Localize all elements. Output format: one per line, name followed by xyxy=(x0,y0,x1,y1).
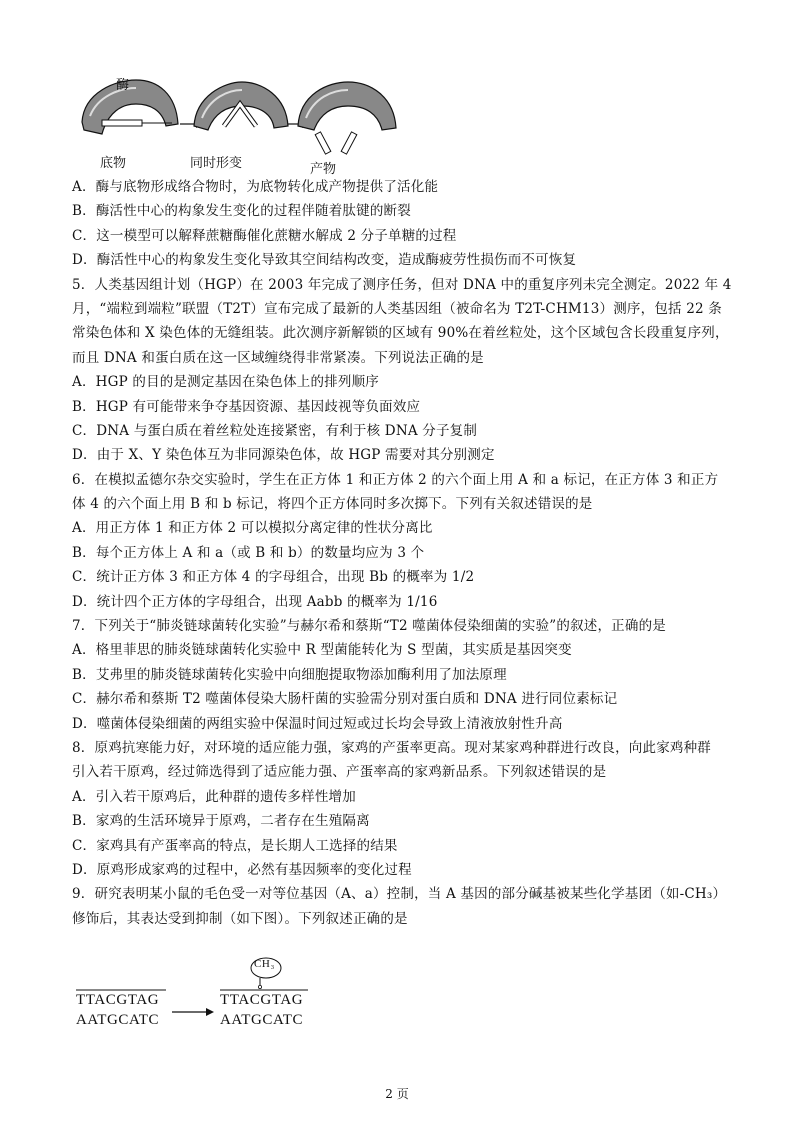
q5-stem-line: 常染色体和 X 染色体的无缝组装。此次测序新解锁的区域有 90%在着丝粒处，这个区域包含长段重复序列， xyxy=(72,325,729,342)
q7-option-d: D．噬菌体侵染细菌的两组实验中保温时间过短或过长均会导致上清液放射性升高 xyxy=(72,715,563,732)
q5-option-d: D．由于 X、Y 染色体互为非同源染色体，故 HGP 需要对其分别测定 xyxy=(72,447,495,464)
dna-bottom-strand-methylated: AATGCATC xyxy=(220,1012,304,1028)
dna-bottom-strand: AATGCATC xyxy=(76,1012,160,1028)
q9-stem-line: 9．研究表明某小鼠的毛色受一对等位基因（A、a）控制，当 A 基因的部分碱基被某些化学基团（如-CH₃） xyxy=(72,886,727,903)
q7-option-a: A．格里菲思的肺炎链球菌转化实验中 R 型菌能转化为 S 型菌，其实质是基因突变 xyxy=(72,642,572,659)
deform-label: 同时形变 xyxy=(190,156,243,171)
methylation-figure xyxy=(74,956,324,1034)
q5-option-b: B．HGP 有可能带来争夺基因资源、基因歧视等负面效应 xyxy=(72,398,421,415)
q8-option-a: A．引入若干原鸡后，此种群的遗传多样性增加 xyxy=(72,788,356,805)
enzyme-shape-3 xyxy=(298,82,396,130)
q8-option-d: D．原鸡形成家鸡的过程中，必然有基因频率的变化过程 xyxy=(72,861,412,878)
page-number: 2 页 xyxy=(385,1087,409,1101)
q7-option-b: B．艾弗里的肺炎链球菌转化实验中向细胞提取物添加酶利用了加法原理 xyxy=(72,666,507,683)
q6-option-d: D．统计四个正方体的字母组合，出现 Aabb 的概率为 1/16 xyxy=(72,593,438,610)
product-pieces xyxy=(315,132,357,154)
q5-option-c: C．DNA 与蛋白质在着丝粒处连接紧密，有利于核 DNA 分子复制 xyxy=(72,422,478,439)
q6-option-c: C．统计正方体 3 和正方体 4 的字母组合，出现 Bb 的概率为 1/2 xyxy=(72,569,475,586)
q7-option-c: C．赫尔希和蔡斯 T2 噬菌体侵染大肠杆菌的实验需分别对蛋白质和 DNA 进行同位素标记 xyxy=(72,691,618,708)
q5-stem-line: 而且 DNA 和蛋白质在这一区域缠绕得非常紧凑。下列说法正确的是 xyxy=(72,349,484,366)
enzyme-label: 酶 xyxy=(116,78,130,93)
q4-option-d: D．酶活性中心的构象发生变化导致其空间结构改变，造成酶疲劳性损伤而不可恢复 xyxy=(72,252,577,269)
question-body xyxy=(72,175,736,931)
q8-option-c: C．家鸡具有产蛋率高的特点，是长期人工选择的结果 xyxy=(72,837,398,854)
q9-stem-line: 修饰后，其表达受到抑制（如下图）。下列叙述正确的是 xyxy=(72,910,408,927)
q4-option-a: A．酶与底物形成络合物时，为底物转化成产物提供了活化能 xyxy=(72,179,439,195)
q8-stem-line: 引入若干原鸡，经过筛选得到了适应能力强、产蛋率高的家鸡新品系。下列叙述错误的是 xyxy=(72,764,607,781)
q5-stem-line: 5．人类基因组计划（HGP）在 2003 年完成了测序任务，但对 DNA 中的重复序列未完全测定。2022 年 4 xyxy=(72,276,732,293)
product-label: 产物 xyxy=(310,162,337,177)
dna-top-strand: TTACGTAG xyxy=(76,992,160,1008)
methyl-label: CH₃ xyxy=(254,958,275,970)
q6-stem-line: 体 4 的六个面上用 B 和 b 标记，将四个正方体同时多次掷下。下列有关叙述错误的是 xyxy=(72,496,593,513)
q4-option-c: C．这一模型可以解释蔗糖酶催化蔗糖水解成 2 分子单糖的过程 xyxy=(72,227,457,244)
enzyme-model-figure xyxy=(76,74,406,177)
q5-option-a: A．HGP 的目的是测定基因在染色体上的排列顺序 xyxy=(72,374,379,391)
reaction-arrow xyxy=(172,1008,214,1016)
q6-option-b: B．每个正方体上 A 和 a（或 B 和 b）的数量均应为 3 个 xyxy=(72,544,425,561)
substrate-label: 底物 xyxy=(100,156,127,171)
q8-stem-line: 8．原鸡抗寒能力好，对环境的适应能力强，家鸡的产蛋率更高。现对某家鸡种群进行改良，向此家鸡种群 xyxy=(72,739,711,756)
substrate-bar xyxy=(102,120,142,126)
q6-stem-line: 6．在模拟孟德尔杂交实验时，学生在正方体 1 和正方体 2 的六个面上用 A 和 a 标记，在正方体 3 和正方 xyxy=(72,471,719,488)
q4-option-b: B．酶活性中心的构象发生变化的过程伴随着肽键的断裂 xyxy=(72,203,411,220)
q5-stem-line: 月，“端粒到端粒”联盟（T2T）宣布完成了最新的人类基因组（被命名为 T2T-CHM13）测序，包括 22 条 xyxy=(72,300,722,317)
dna-top-strand-methylated: TTACGTAG xyxy=(220,992,304,1008)
q8-option-b: B．家鸡的生活环境异于原鸡，二者存在生殖隔离 xyxy=(72,813,370,830)
q7-stem-line: 7．下列关于“肺炎链球菌转化实验”与赫尔希和蔡斯“T2 噬菌体侵染细菌的实验”的叙述，正确的是 xyxy=(72,618,666,635)
q6-option-a: A．用正方体 1 和正方体 2 可以模拟分离定律的性状分离比 xyxy=(72,520,433,537)
